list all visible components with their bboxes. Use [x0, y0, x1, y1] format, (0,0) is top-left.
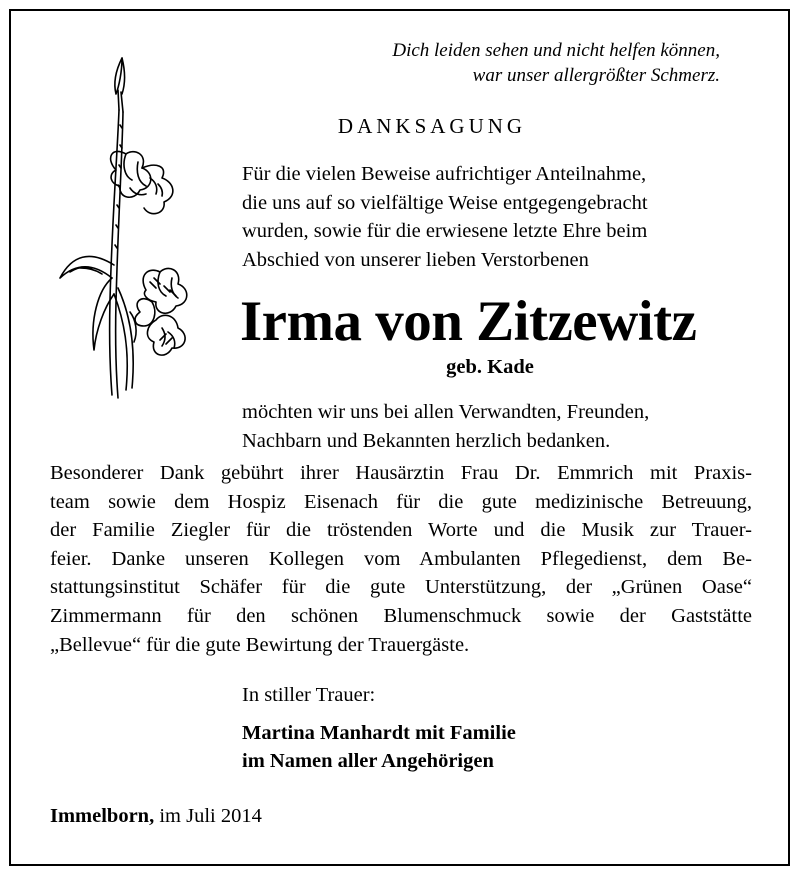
intro-text [242, 160, 752, 274]
signature-line: Martina Manhardt mit Familie [242, 722, 516, 744]
signature-block [242, 719, 516, 775]
place-town: Immelborn, [50, 805, 155, 827]
signature-line: im Namen aller Angehörigen [242, 750, 494, 772]
place-date-text: im Juli 2014 [159, 805, 262, 827]
special-thanks-line: Zimmermann für den schönen Blumenschmuck sowie der Gaststätte [50, 604, 752, 627]
motto [240, 38, 720, 88]
place-date [50, 805, 262, 828]
special-thanks-line: feier. Danke unseren Kollegen vom Ambulanten Pflegedienst, dem Be- [50, 547, 752, 570]
thanks-line: möchten wir uns bei allen Verwandten, Freunden, [242, 401, 650, 423]
thanks-line: Nachbarn und Bekannten herzlich bedanken. [242, 429, 611, 452]
heading: DANKSAGUNG [337, 114, 527, 138]
iris-flower-icon [50, 50, 220, 410]
intro-line: Abschied von unserer lieben Verstorbenen [242, 248, 589, 271]
motto-line: war unser allergrößter Schmerz. [472, 65, 720, 86]
intro-line: Für die vielen Beweise aufrichtiger Anteilnahme, [242, 163, 647, 185]
motto-line: Dich leiden sehen und nicht helfen können, [392, 40, 720, 61]
deceased-name: Irma von Zitzewitz [240, 290, 697, 353]
special-thanks-line: stattungsinstitut Schäfer für die gute Unterstützung, der „Grünen Oase“ [50, 576, 752, 599]
mourning-intro: In stiller Trauer: [242, 684, 376, 706]
maiden-name: geb. Kade [446, 356, 534, 378]
special-thanks-paragraph [50, 459, 752, 659]
intro-line: wurden, sowie für die erwiesene letzte Ehre beim [242, 220, 648, 242]
thanks-text [242, 398, 752, 455]
special-thanks-line: „Bellevue“ für die gute Bewirtung der Trauergäste. [50, 633, 470, 656]
special-thanks-line: der Familie Ziegler für die tröstenden Worte und die Musik zur Trauer- [50, 519, 752, 542]
special-thanks-line: team sowie dem Hospiz Eisenach für die gute medizinische Betreuung, [50, 490, 752, 513]
special-thanks-line: Besonderer Dank gebührt ihrer Hausärztin Frau Dr. Emmrich mit Praxis- [50, 462, 752, 484]
intro-line: die uns auf so vielfältige Weise entgegengebracht [242, 191, 648, 214]
